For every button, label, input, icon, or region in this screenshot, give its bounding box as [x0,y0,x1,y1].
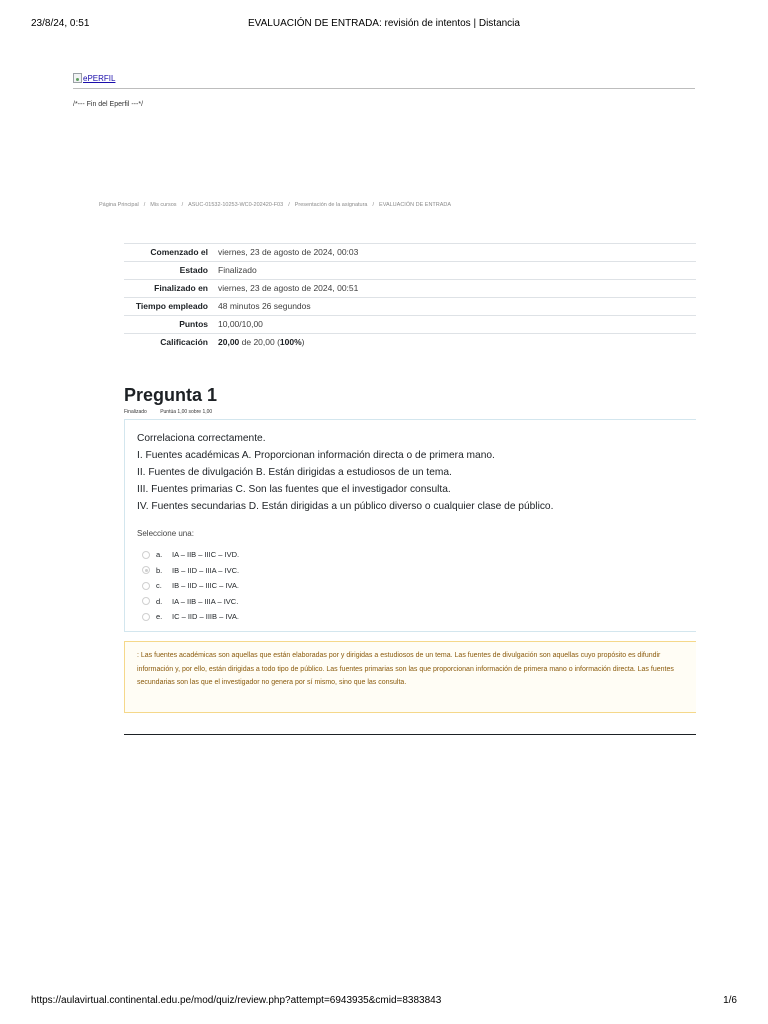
eperfil-alt-text: ePERFIL [83,73,116,83]
summary-value: viernes, 23 de agosto de 2024, 00:03 [218,247,359,257]
breadcrumb-separator: / [143,202,146,208]
answer-text: IA – IIB – IIIA – IVC. [172,596,239,606]
breadcrumb-course[interactable]: ASUC-01532-10253-WC0-202420-F03 [188,202,284,208]
answer-text: IC – IID – IIIB – IVA. [172,612,239,622]
answer-letter: d. [156,596,163,606]
breadcrumb [99,202,451,208]
breadcrumb-home[interactable]: Página Principal [99,202,139,208]
summary-label: Estado [179,265,208,275]
summary-label: Comenzado el [150,247,208,257]
answer-option-a[interactable] [142,547,239,563]
radio-button[interactable] [142,582,150,590]
answer-text: IB – IID – IIIA – IVC. [172,565,240,575]
summary-label: Puntos [179,319,208,329]
summary-row-time-taken [124,298,696,316]
general-feedback [124,641,696,713]
breadcrumb-separator: / [372,202,375,208]
eperfil-link[interactable] [73,73,115,83]
eperfil-banner [73,70,695,88]
question-state: Finalizado [124,409,147,415]
summary-row-started [124,244,696,262]
question-info [124,409,212,415]
attempt-summary [124,243,696,351]
radio-button[interactable] [142,597,150,605]
answer-option-c[interactable] [142,578,239,594]
grade-score: 20,00 [218,337,240,347]
breadcrumb-separator: / [181,202,184,208]
answer-text: IB – IID – IIIC – IVA. [172,581,239,591]
summary-grade-value [214,334,696,352]
breadcrumb-separator: / [288,202,290,208]
answer-prompt: Seleccione una: [137,529,194,538]
answer-letter: e. [156,612,163,622]
breadcrumb-quiz[interactable]: EVALUACIÓN DE ENTRADA [379,202,452,208]
breadcrumb-my-courses[interactable]: Mis cursos [150,202,177,208]
answer-list [142,547,239,625]
grade-percent: 100% [279,337,302,347]
summary-row-state [124,262,696,280]
summary-value: Finalizado [218,265,257,275]
answer-option-b[interactable] [142,563,239,579]
summary-value: viernes, 23 de agosto de 2024, 00:51 [218,283,359,293]
question-text-line: Correlaciona correctamente. [137,433,266,444]
print-page-number: 1/6 [723,995,737,1006]
answer-option-d[interactable] [142,594,239,610]
question-text-line: II. Fuentes de divulgación B. Están dirigidas a estudiosos de un tema. [137,467,452,478]
question-text-line: I. Fuentes académicas A. Proporcionan información directa o de primera mano. [137,450,495,461]
summary-label: Finalizado en [154,283,208,293]
summary-value: 10,00/10,00 [218,319,263,329]
print-footer [31,995,737,1009]
answer-letter: c. [156,581,162,591]
attempt-summary-table [124,243,696,351]
summary-row-grade [124,334,696,352]
print-page-title: EVALUACIÓN DE ENTRADA: revisión de intentos | Distancia [248,18,520,29]
question-text-line: III. Fuentes primarias C. Son las fuentes que el investigador consulta. [137,484,451,495]
summary-label: Tiempo empleado [135,301,208,311]
question-score: Puntúa 1,00 sobre 1,00 [160,409,213,415]
print-url: https://aulavirtual.continental.edu.pe/mod/quiz/review.php?attempt=6943935&cmid=8383843 [31,995,442,1006]
breadcrumb-section[interactable]: Presentación de la asignatura [294,202,368,208]
radio-button[interactable] [142,613,150,621]
summary-row-marks [124,316,696,334]
broken-image-icon [73,73,82,83]
question-content [124,419,696,632]
answer-letter: b. [156,565,163,575]
question-text-line: IV. Fuentes secundarias D. Están dirigidas a un público diverso o cualquier clase de público. [137,501,554,512]
summary-row-completed [124,280,696,298]
question-text [137,430,553,515]
summary-label: Calificación [160,337,208,347]
grade-close: ) [301,337,305,347]
radio-button-selected[interactable] [142,566,150,574]
grade-of-text: de 20,00 ( [239,337,280,347]
answer-letter: a. [156,550,163,560]
answer-option-e[interactable] [142,609,239,625]
eperfil-divider [73,88,695,89]
print-datetime: 23/8/24, 0:51 [31,18,90,29]
eperfil-comment: /*--- Fin del Eperfil ---*/ [73,101,144,108]
summary-value: 48 minutos 26 segundos [218,301,311,311]
question-title: Pregunta 1 [124,385,218,405]
content-divider [124,734,696,735]
radio-button[interactable] [142,551,150,559]
answer-text: IA – IIB – IIIC – IVD. [172,550,240,560]
print-header [31,18,737,32]
feedback-text: : Las fuentes académicas son aquellas que están elaboradas por y dirigidas a estudiosos de un tema. Las fuentes de divulgación son aquellas cuyo propósito es difundir información y, por ello, están dirigidas a todo tipo de público. Las fuentes primarias son las que proporcionan información de primera mano o información directa. Las fuentes secundarias son las que el investigador no genera por sí mismo, sino que las consulta. [137,652,674,687]
